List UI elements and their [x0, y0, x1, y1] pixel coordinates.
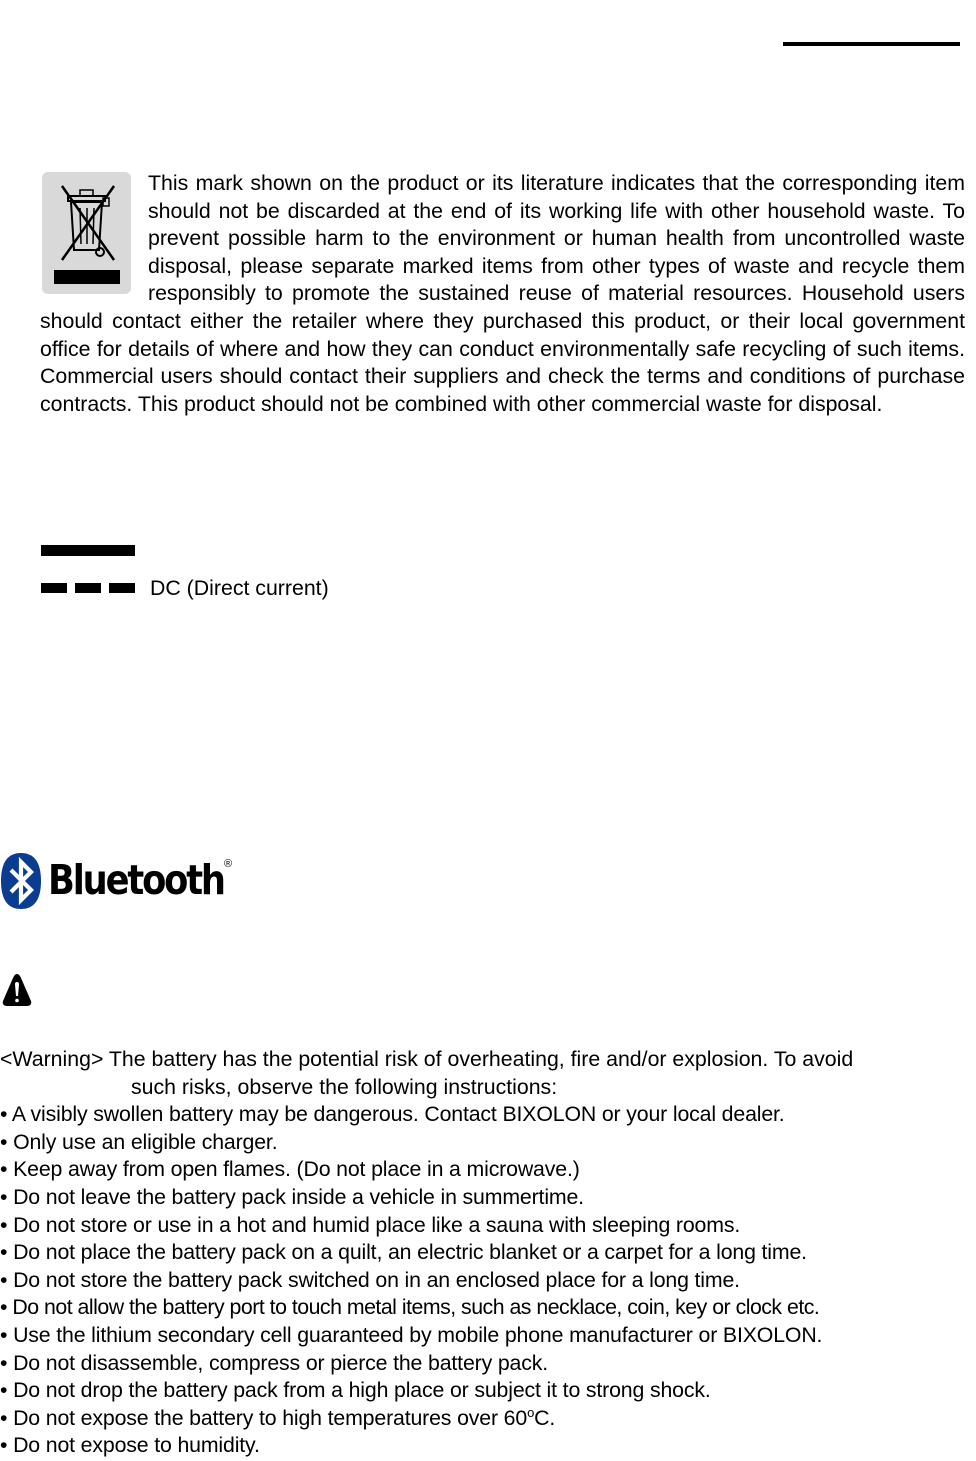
degree-superscript: o — [527, 1404, 535, 1420]
dc-symbol-block — [41, 545, 441, 605]
warning-heading-continued: such risks, observe the following instructions: — [131, 1074, 558, 1099]
list-item: • Do not store or use in a hot and humid place like a sauna with sleeping rooms. — [0, 1212, 741, 1237]
list-item: • Do not allow the battery port to touch metal items, such as necklace, coin, key or clock etc. — [0, 1295, 820, 1320]
list-item: • Do not leave the battery pack inside a vehicle in summertime. — [0, 1184, 584, 1209]
list-item: • Do not drop the battery pack from a high place or subject it to strong shock. — [0, 1378, 711, 1403]
bluetooth-wordmark: Bluetooth — [48, 856, 224, 904]
list-item: • Do not store the battery pack switched on in an enclosed place for a long time. — [0, 1267, 740, 1292]
battery-warning — [0, 1046, 966, 1460]
list-item: • Use the lithium secondary cell guaranteed by mobile phone manufacturer or BIXOLON. — [0, 1322, 823, 1347]
temp-item-unit: C. — [534, 1405, 556, 1430]
header-rule — [783, 42, 960, 46]
weee-notice — [40, 170, 965, 418]
dc-label: DC (Direct current) — [150, 576, 329, 600]
bluetooth-logo — [0, 852, 260, 912]
warning-triangle-icon — [1, 972, 33, 1008]
weee-paragraph: This mark shown on the product or its literature indicates that the corresponding item should not be discarded at the end of its working life with other household waste. To prevent possible harm to the environment or human health from uncontrolled waste disposal, please separate marked items from other types of waste and recycle them responsibly to promote the sustained reuse of material resources. Household users should contact either the retailer where they purchased this product, or their local government office for details of where and how they can conduct environmentally safe recycling of such items. Commercial users should contact their suppliers and check the terms and conditions of purchase contracts. This product should not be combined with other commercial waste for disposal. — [40, 171, 965, 416]
dc-dash-mark — [41, 583, 67, 593]
list-item: • A visibly swollen battery may be dangerous. Contact BIXOLON or your local dealer. — [0, 1102, 785, 1127]
crossed-out-wheelie-bin-icon — [42, 172, 131, 294]
bluetooth-rune-icon — [0, 852, 42, 910]
list-item: • Do not disassemble, compress or pierce the battery pack. — [0, 1350, 548, 1375]
registered-mark: ® — [224, 858, 233, 870]
direct-current-symbol-icon — [41, 545, 135, 556]
list-item: • Do not expose to humidity. — [0, 1433, 260, 1458]
warning-heading: <Warning> The battery has the potential risk of overheating, fire and/or explosion. To avoid — [0, 1047, 854, 1071]
list-item: • Do not place the battery pack on a quilt, an electric blanket or a carpet for a long time. — [0, 1240, 807, 1265]
list-item: • Keep away from open flames. (Do not place in a microwave.) — [0, 1157, 580, 1182]
dc-dash-mark — [75, 583, 101, 593]
list-item-temperature — [0, 1405, 966, 1433]
dc-dash-mark — [109, 583, 135, 593]
list-item: • Only use an eligible charger. — [0, 1129, 278, 1154]
temp-item-text: • Do not expose the battery to high temperatures over 60 — [0, 1405, 528, 1430]
